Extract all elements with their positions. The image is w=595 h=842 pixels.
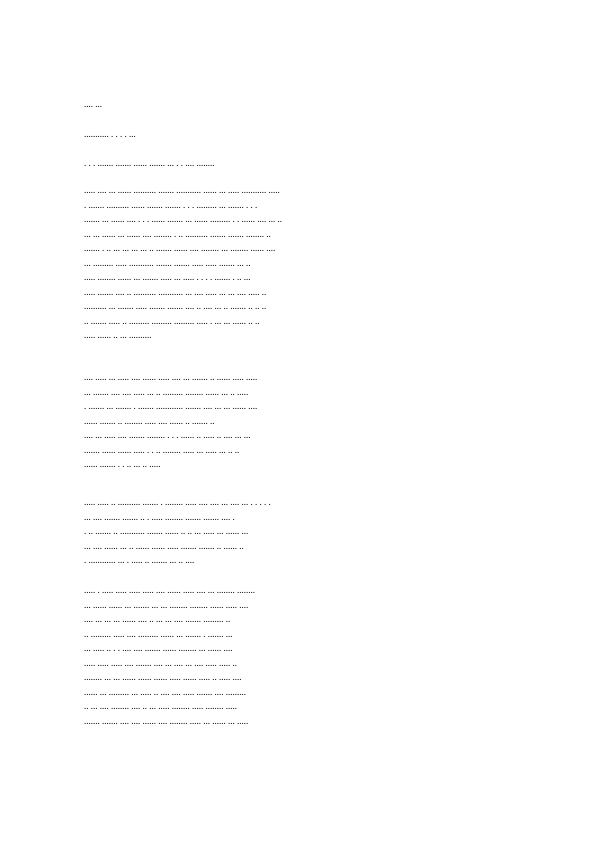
document-meta-line: ........... . . . . ... bbox=[84, 129, 136, 139]
body-paragraph: ..... . ..... ..... ..... ..... .... ...... ..... .... ... ........ ........ ... ...... ...... ... ....... ... ... ........ ........ ...... ..... .... .... ... ... ... ...... .... .. ... ... .... ....... ......... .. .. ......... ..... .... ......... ...... ... ....... . ....... ... ... ..... .. . . .... .... ....... ...... ........ ... ...... .... ..... ..... ..... .... ....... .... ... .... ... .... ..... ..... .. ........ ... ... ...... ...... ...... ..... ...... ..... .. ..... .... ...... ... ......... ... ..... .. .... .... ..... ....... .... ......... .. ... .... ........ .... .. ... ..... ........ ..... ........ ..... ....... ....... .... .... ...... .... ........ ..... ... ...... ... ..... bbox=[84, 585, 255, 726]
body-paragraph: .... ..... ... ..... .... ...... ..... .... ... ....... .. ...... ..... ..... ... ....... .... .... ..... ... .. ......... ........ ...... ... .. ..... . ....... ... ....... . ....... ............ ....... .... ... ... ...... .... ...... ....... .. ........ ..... .... ...... .. ....... .. .... ... ..... .... ....... ........ . . . ...... .. ..... .. .... ... ... ....... ...... ...... ..... . . .. ........ ..... ... ..... ... .. .. ...... ....... . . .. ... .. ..... bbox=[84, 372, 258, 469]
document-label: .... ... bbox=[84, 99, 102, 109]
document-subject-line: . . . ....... ....... ...... ....... ... . . .... ........ bbox=[84, 158, 215, 168]
body-paragraph: ..... ..... .. .......... ....... . ........ ..... .... .... ... .... ... . . . . . ... .... ....... ....... .. . ..... ........ ....... ....... .... . . .. ....... .. ........... ....... ...... .. .. ... ..... ... ...... ... ... .... ...... ... .. ...... ...... ..... ....... ....... .. ...... .. . ............ ... . ..... .. ....... ... .. .... bbox=[84, 497, 271, 565]
body-paragraph: ..... .... ... ...... .......... ....... ........... ...... ... ..... ........... ..... . ....... .......... ...... ....... ....... . . . ......... ... ....... . . . ....... ... ...... .... . . . ...... ....... ... ...... ......... . . ...... .... ... .. ... ... ...... ... ...... .... ........ . .. .......... ....... ....... ........ .. ....... . .. ... ... ... ... .. ....... ...... .... ........ ... ........ ...... .... ... ......... ..... ........... ....... ....... ..... ..... ....... ... .. ..... ........ ...... ... ....... ..... ... ..... . . . . ....... . .. ... ..... ....... .... .. .......... ........... ... .... ..... ... ... .... ..... .. .......... ... ....... ..... ....... ....... .... .. .... ... .. ....... .. .. .. .. ....... ..... .. ......... ......... ......... ..... . ... ... ...... .. .. ..... ...... .. ... .......... bbox=[84, 185, 282, 340]
